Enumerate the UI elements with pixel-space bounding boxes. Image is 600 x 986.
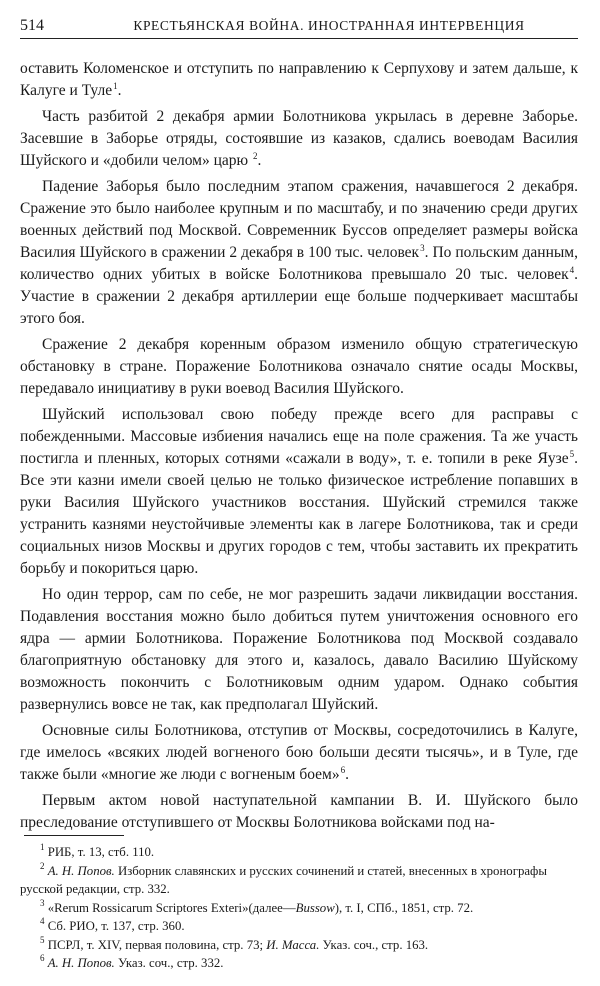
footnote: $^2$ А. Н. Попов. Изборник славянских и русских сочинений и статей, внесенных в хронографы русской редакции, стр. 332.: [20, 860, 547, 896]
paragraph: Основные силы Болотникова, отступив от Москвы, сосредоточились в Калуге, где имелось «всяких людей вогненого бою больши десяти тысячь», и в Туле, где также были «многие же люди с вогненым боем»$^6$.: [20, 722, 578, 783]
footnote-ref: 2: [252, 151, 258, 161]
paragraph: Сражение 2 декабря коренным образом изменило общую стратегическую обстановку в стране. Поражение Болотникова означало снятие осады Москвы, передавало инициативу в руки воевод Василия Шуйского.: [20, 336, 578, 397]
paragraph: Но один террор, сам по себе, не мог разрешить задачи ликвидации восстания. Подавления восстания можно было добиться путем уничтожения основного его ядра — армии Болотникова. Поражение Болотникова под Москвой создавало благоприятную обстановку для этого и, казалось, давало Василию Шуйскому возможность покончить с Болотниковым одним ударом. Однако события развернулись вовсе не так, как предполагал Шуйский.: [20, 586, 578, 713]
paragraph: оставить Коломенское и отступить по направлению к Серпухову и затем дальше, к Калуге и Туле$^1$.: [20, 60, 578, 99]
paragraph: Первым актом новой наступательной кампании В. И. Шуйского было преследование отступившего от Москвы Болотникова войсками под на-: [20, 792, 578, 831]
footnote-ref: 3: [420, 243, 425, 253]
running-title: КРЕСТЬЯНСКАЯ ВОЙНА. ИНОСТРАННАЯ ИНТЕРВЕНЦИЯ: [133, 18, 525, 33]
paragraph: Падение Заборья было последним этапом сражения, начавшегося 2 декабря. Сражение это было наиболее крупным и по масштабу, и по значению среди других военных действий под Москвой. Современник Буссов определяет размеры войска Василия Шуйского в сражении 2 декабря в 100 тыс. человек$^3$. По польским данным, количество одних убитых в войске Болотникова превышало 20 тыс. человек$^4$. Участие в сражении 2 декабря артиллерии еще больше подчеркивает масштабы этого боя.: [20, 178, 578, 327]
paragraph: Шуйский использовал свою победу прежде всего для расправы с побежденными. Массовые избиения начались еще на поле сражения. Та же участь постигла и пленных, которых сотнями «сажали в воду», т. е. топили в реке Яузе$^5$. Все эти казни имели своей целью не только физическое истребление попавших в руки Василия Шуйского участников восстания. Шуйский стремился также устранить казнями неустойчивые элементы как в лагере Болотникова, так и среди социальных низов Москвы и других городов с тем, чтобы заставить их прекратить борьбу и покориться царю.: [20, 406, 578, 577]
main-text: [20, 58, 578, 838]
paragraph: Часть разбитой 2 декабря армии Болотникова укрылась в деревне Заборье. Засевшие в Заборье отряды, состоявшие из казаков, сдались воеводам Василия Шуйского и «добили челом» царю $^2$.: [20, 108, 578, 169]
footnote: $^4$ Сб. РИО, т. 137, стр. 360.: [40, 916, 185, 933]
footnote: $^5$ ПСРЛ, т. XIV, первая половина, стр. 73; И. Масса. Указ. соч., стр. 163.: [40, 934, 429, 952]
footnote-divider: [24, 835, 124, 836]
footnote: $^3$ «Rerum Rossicarum Scriptores Exteri»(далее—Bussow), т. I, СПб., 1851, стр. 72.: [40, 897, 474, 915]
footnote-ref: 1: [113, 81, 118, 91]
footnote: $^1$ РИБ, т. 13, стб. 110.: [40, 842, 155, 859]
footnote: $^6$ А. Н. Попов. Указ. соч., стр. 332.: [40, 953, 224, 970]
footnote-ref: 5: [569, 449, 575, 459]
footnote-ref: 4: [569, 265, 575, 275]
footnote-ref: 6: [340, 765, 346, 775]
page-number: 514: [20, 17, 44, 34]
page-header: [20, 12, 578, 39]
footnotes: [20, 843, 578, 973]
